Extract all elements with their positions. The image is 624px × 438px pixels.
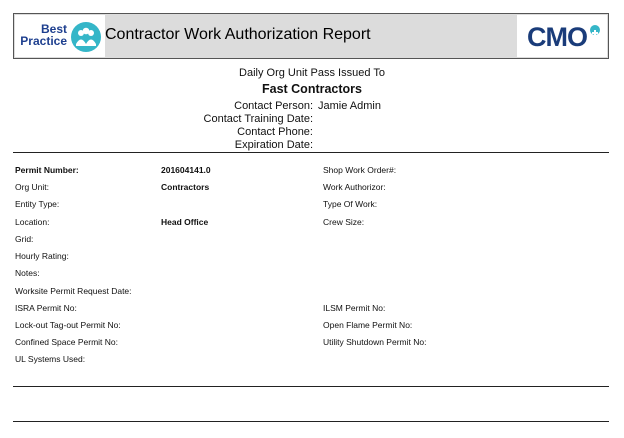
ul-systems-used-label: UL Systems Used: [15,354,86,364]
notes-label: Notes: [15,268,40,278]
training-date-label: Contact Training Date: [203,113,313,125]
report-header [13,13,609,59]
worksite-permit-request-date-label: Worksite Permit Request Date: [15,286,132,296]
org-unit-value: Contractors [161,182,210,192]
company-name: Fast Contractors [261,82,363,96]
cmo-logo [517,15,607,57]
plus-circle-icon [590,25,600,35]
type-of-work-label: Type Of Work: [323,199,378,209]
logo-word-practice: Practice [20,34,67,48]
contact-phone-label: Contact Phone: [237,126,313,138]
grid-label: Grid: [15,234,34,244]
ilsm-permit-label: ILSM Permit No: [323,303,386,313]
people-group-icon [71,22,101,52]
training-date-row [0,113,624,126]
expiration-date-label: Expiration Date: [234,139,313,151]
hourly-rating-label: Hourly Rating: [15,251,69,261]
best-practice-logo-text [17,23,67,47]
lockout-tagout-permit-label: Lock-out Tag-out Permit No: [15,320,121,330]
divider-bottom [13,421,609,422]
contact-phone-row [0,126,624,139]
open-flame-permit-label: Open Flame Permit No: [323,320,413,330]
divider-middle [13,386,609,387]
permit-number-value: 201604141.0 [161,165,211,175]
pass-title: Daily Org Unit Pass Issued To [239,67,385,79]
contact-person-row [0,100,624,113]
location-label: Location: [15,217,50,227]
expiration-date-row [0,139,624,152]
isra-permit-label: ISRA Permit No: [15,303,77,313]
work-authorizor-label: Work Authorizor: [323,182,386,192]
org-unit-label: Org Unit: [15,182,50,192]
location-value: Head Office [161,217,209,227]
crew-size-label: Crew Size: [323,217,365,227]
divider-top [13,152,609,153]
confined-space-permit-label: Confined Space Permit No: [15,337,118,347]
cmo-logo-text: CMO [527,22,587,52]
permit-number-label: Permit Number: [15,165,79,175]
report-title: Contractor Work Authorization Report [105,26,371,43]
entity-type-label: Entity Type: [15,199,60,209]
utility-shutdown-permit-label: Utility Shutdown Permit No: [323,337,427,347]
contact-person-value: Jamie Admin [318,100,381,112]
logo-word-best: Best [40,22,67,36]
best-practice-logo [15,15,105,57]
shop-work-order-label: Shop Work Order#: [323,165,397,175]
contact-person-label: Contact Person: [234,100,313,112]
